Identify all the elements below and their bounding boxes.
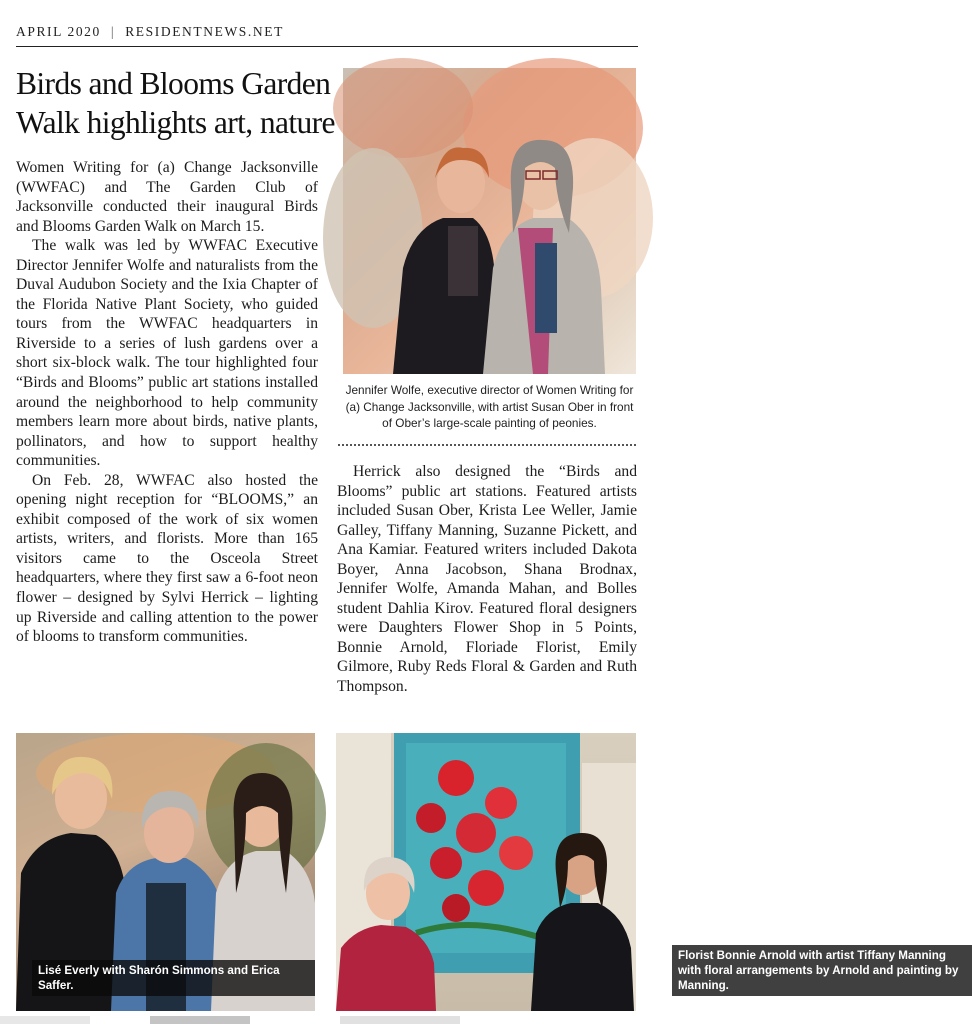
photo-arnold-manning (336, 733, 959, 1011)
photo-everly-simmons-saffer (16, 733, 315, 1011)
masthead (16, 24, 634, 40)
photo-wolfe-ober (343, 68, 636, 374)
left-text-column (16, 158, 318, 647)
paragraph-reception: On Feb. 28, WWFAC also hosted the opening night reception for “BLOOMS,” an exhibit composed of the work of six women artists, writers, and florists. More than 165 visitors came to the Osceola Street headquarters, where they first saw a 6-foot neon flower – designed by Sylvi Herrick – lighting up Riverside and calling attention to the power of blooms to transform communities. (16, 471, 318, 646)
photo-caption-everly: Lisé Everly with Sharón Simmons and Erica Saffer. (32, 960, 315, 996)
page-bottom-edge (0, 1016, 650, 1024)
paragraph-walk: The walk was led by WWFAC Executive Director Jennifer Wolfe and naturalists from the Duval Audubon Society and the Ixia Chapter of the Florida Native Plant Society, who guided tours from the WWFAC headquarters in Riverside to a series of lush gardens over a short six-block walk. The tour highlighted four “Birds and Blooms” public art stations installed around the neighborhood to help community members learn more about birds, native plants, pollinators, and how to support healthy communities. (16, 237, 318, 470)
dotted-divider (338, 444, 636, 446)
photo-caption-arnold: Florist Bonnie Arnold with artist Tiffany Manning with floral arrangements by Arnold and painting by Manning. (672, 945, 972, 996)
masthead-separator: | (110, 24, 116, 39)
paragraph-intro: Women Writing for (a) Change Jacksonville (WWFAC) and The Garden Club of Jacksonville conducted their inaugural Birds and Blooms Garden Walk on March 15. (16, 159, 318, 235)
site-name: RESIDENTNEWS.NET (125, 24, 284, 39)
header-rule (16, 46, 638, 47)
photo-caption-wolfe-ober: Jennifer Wolfe, executive director of Women Writing for (a) Change Jacksonville, with artist Susan Ober in front of Ober’s large-scale painting of peonies. (345, 383, 634, 430)
paragraph-herrick: Herrick also designed the “Birds and Blooms” public art stations. Featured artists included Susan Ober, Krista Lee Weller, Jamie Galley, Tiffany Manning, Suzanne Pickett, and Ana Kamiar. Featured writers included Dakota Boyer, Anna Jacobson, Shana Brodnax, Jennifer Wolfe, Amanda Mahan, and Bolles student Dahlia Kirov. Featured floral designers were Daughters Flower Shop in 5 Points, Bonnie Arnold, Floriade Florist, Emily Gilmore, Ruby Reds Floral & Garden and Ruth Thompson. (337, 463, 637, 696)
article-headline: Birds and Blooms Garden Walk highlights art, nature (16, 66, 335, 140)
issue-date: APRIL 2020 (16, 24, 101, 39)
right-text-column (337, 462, 637, 697)
